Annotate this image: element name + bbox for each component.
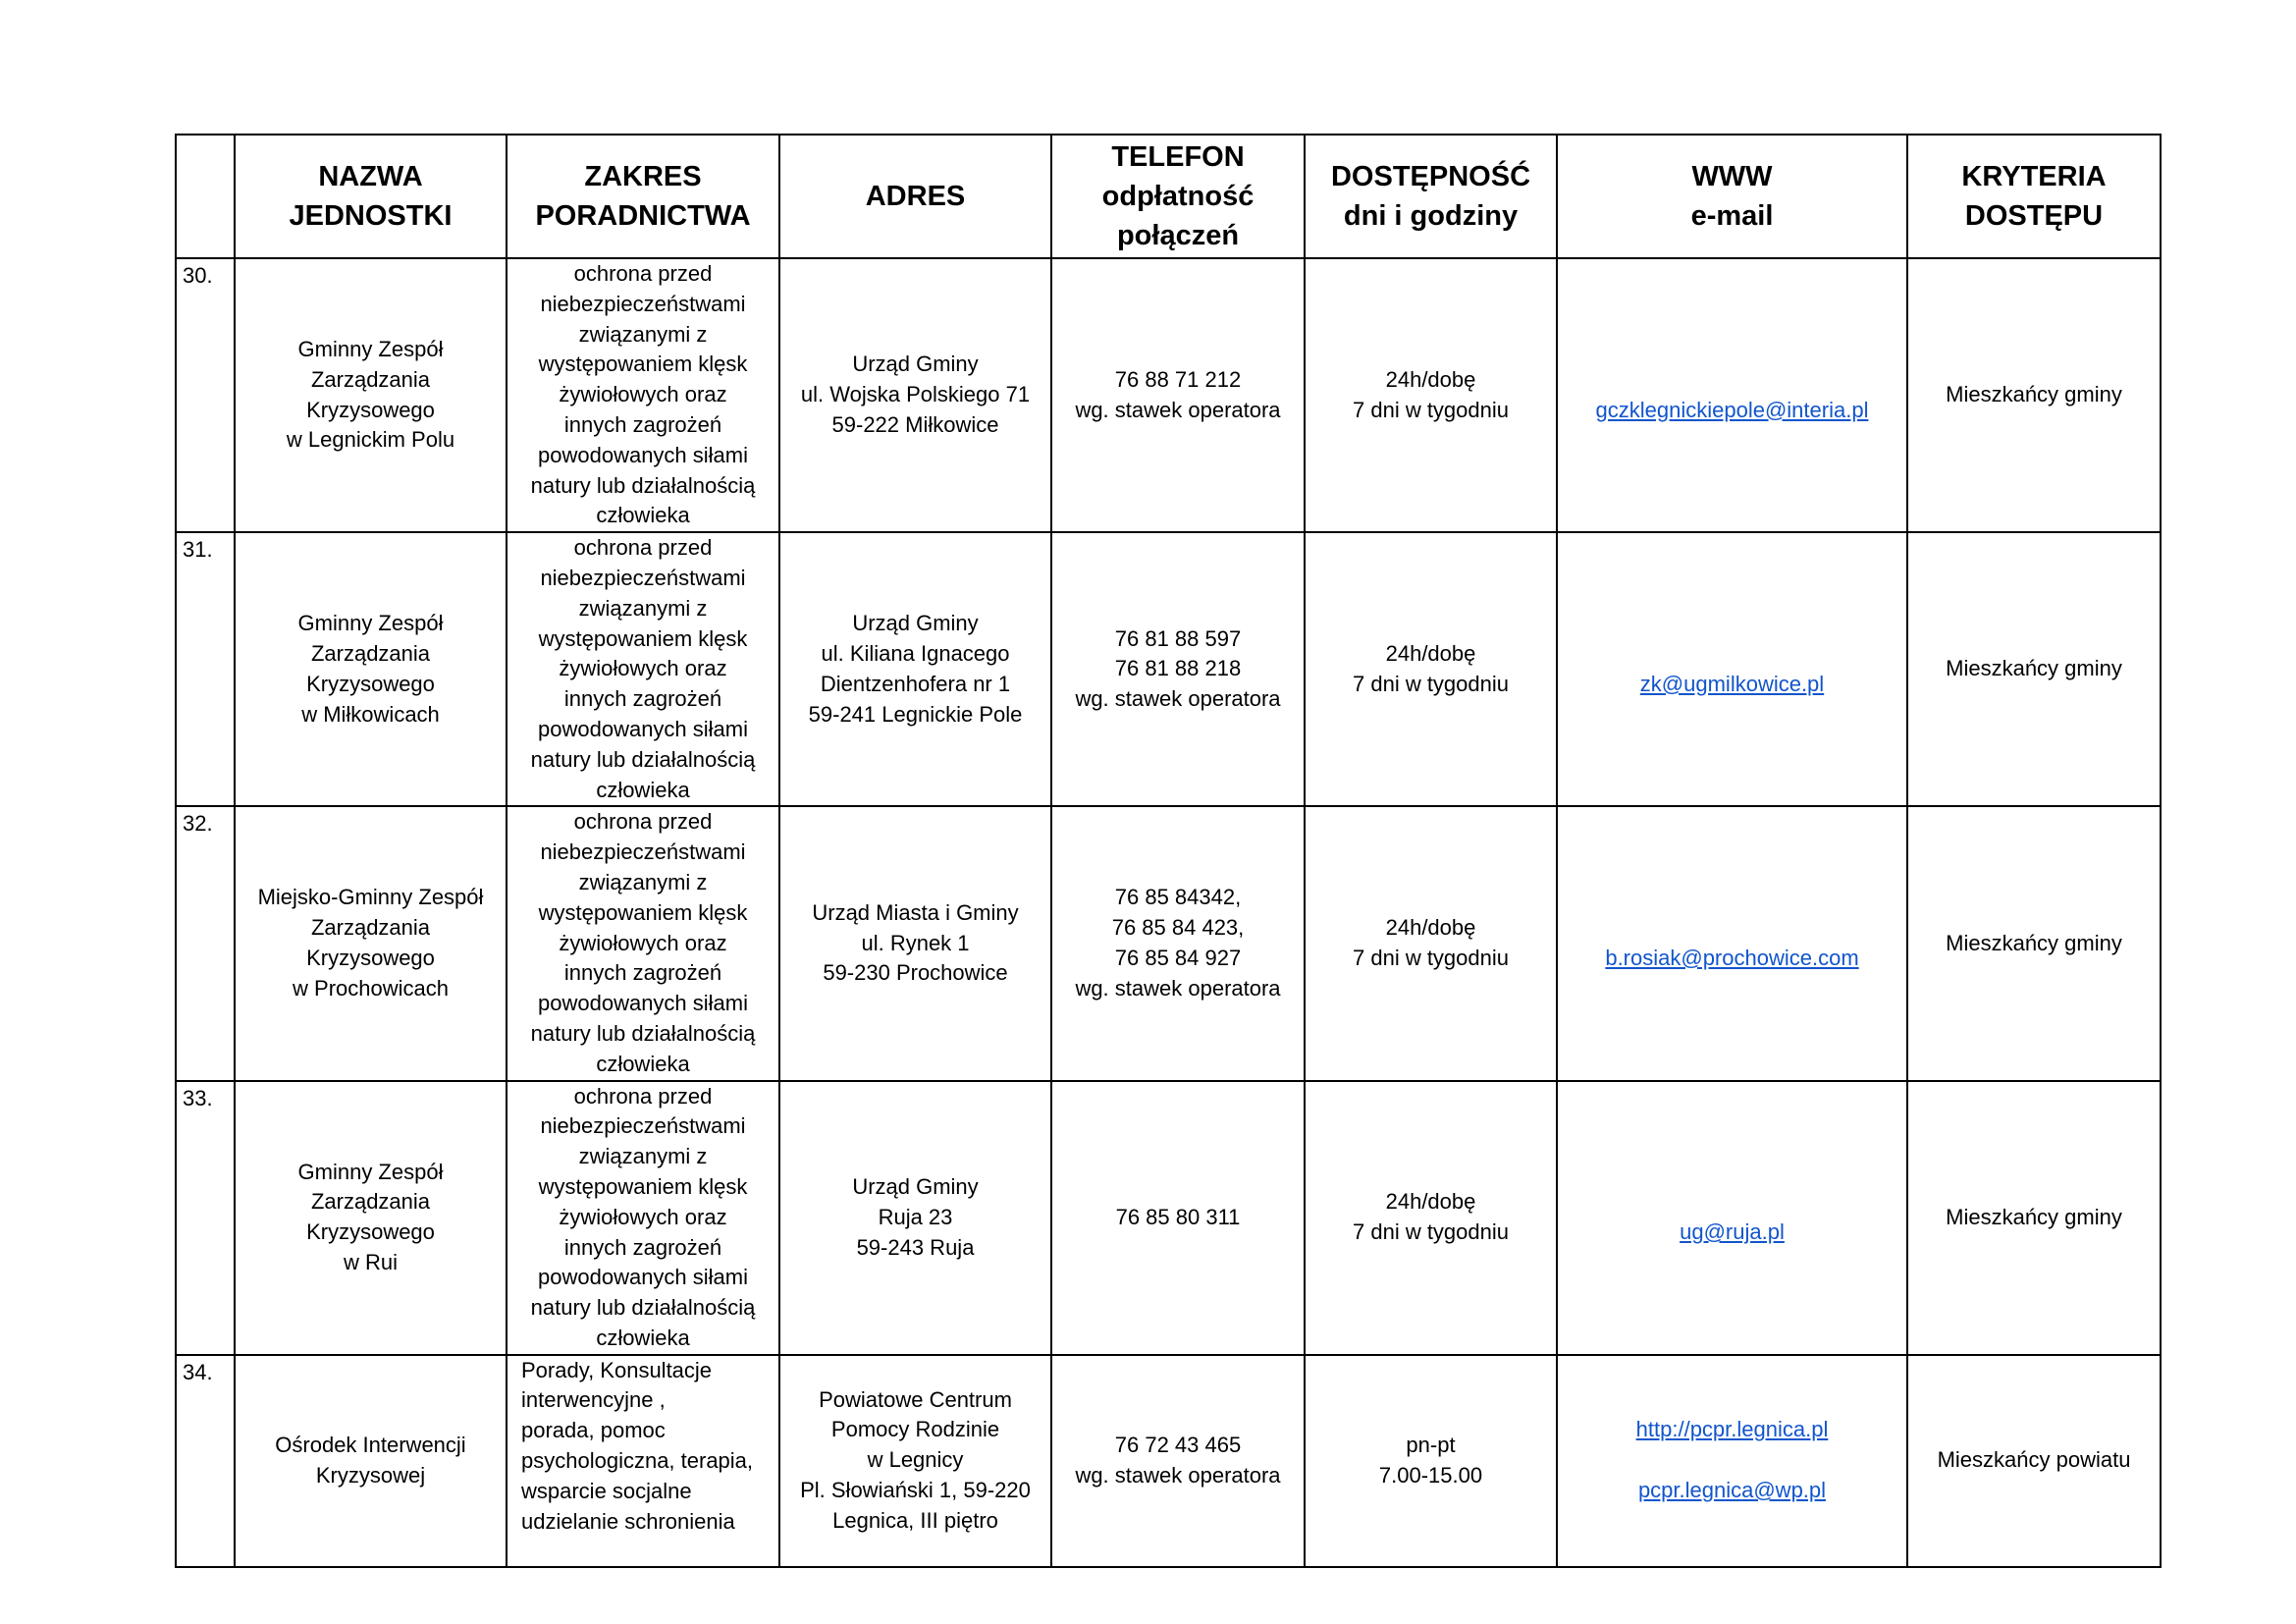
availability: 24h/dobę 7 dni w tygodniu xyxy=(1305,258,1557,532)
table-row xyxy=(176,532,2161,806)
phone: 76 72 43 465 wg. stawek operatora xyxy=(1051,1355,1305,1567)
phone: 76 85 84342, 76 85 84 423, 76 85 84 927 wg. stawek operatora xyxy=(1051,806,1305,1080)
header-www-email: WWW e-mail xyxy=(1557,135,1907,258)
unit-name: Gminny Zespół Zarządzania Kryzysowego w Legnickim Polu xyxy=(235,258,507,532)
phone: 76 88 71 212 wg. stawek operatora xyxy=(1051,258,1305,532)
email-link[interactable]: pcpr.legnica@wp.pl xyxy=(1637,1478,1827,1503)
row-number: 33. xyxy=(176,1081,235,1355)
access-criteria: Mieszkańcy gminy xyxy=(1907,258,2161,532)
counseling-scope: ochrona przed niebezpieczeństwami związanymi z występowaniem klęsk żywiołowych oraz innych zagrożeń powodowanych siłami natury lub działalnością człowieka xyxy=(507,806,779,1080)
crisis-units-table xyxy=(175,134,2162,1568)
row-number: 30. xyxy=(176,258,235,532)
address: Urząd Gminy Ruja 23 59-243 Ruja xyxy=(779,1081,1051,1355)
phone: 76 81 88 597 76 81 88 218 wg. stawek operatora xyxy=(1051,532,1305,806)
table-row xyxy=(176,1081,2161,1355)
contact-cell xyxy=(1557,1081,1907,1355)
address: Urząd Gminy ul. Kiliana Ignacego Dientzenhofera nr 1 59-241 Legnickie Pole xyxy=(779,532,1051,806)
row-number: 31. xyxy=(176,532,235,806)
email-link[interactable]: gczklegnickiepole@interia.pl xyxy=(1595,397,1869,422)
unit-name: Ośrodek Interwencji Kryzysowej xyxy=(235,1355,507,1567)
contact-cell xyxy=(1557,1355,1907,1567)
address: Urząd Miasta i Gminy ul. Rynek 1 59-230 Prochowice xyxy=(779,806,1051,1080)
availability: 24h/dobę 7 dni w tygodniu xyxy=(1305,806,1557,1080)
header-number xyxy=(176,135,235,258)
table-row xyxy=(176,1355,2161,1567)
header-access-criteria: KRYTERIA DOSTĘPU xyxy=(1907,135,2161,258)
table-row xyxy=(176,258,2161,532)
header-counseling-scope: ZAKRES PORADNICTWA xyxy=(507,135,779,258)
counseling-scope: Porady, Konsultacje interwencyjne , porada, pomoc psychologiczna, terapia, wsparcie socjalne udzielanie schronienia xyxy=(507,1355,779,1567)
header-address: ADRES xyxy=(779,135,1051,258)
counseling-scope: ochrona przed niebezpieczeństwami związanymi z występowaniem klęsk żywiołowych oraz innych zagrożeń powodowanych siłami natury lub działalnością człowieka xyxy=(507,532,779,806)
availability: 24h/dobę 7 dni w tygodniu xyxy=(1305,532,1557,806)
header-phone: TELEFON odpłatność połączeń xyxy=(1051,135,1305,258)
access-criteria: Mieszkańcy powiatu xyxy=(1907,1355,2161,1567)
availability: pn-pt 7.00-15.00 xyxy=(1305,1355,1557,1567)
table-row xyxy=(176,806,2161,1080)
table-header-row xyxy=(176,135,2161,258)
availability: 24h/dobę 7 dni w tygodniu xyxy=(1305,1081,1557,1355)
email-link[interactable]: ug@ruja.pl xyxy=(1680,1219,1785,1245)
access-criteria: Mieszkańcy gminy xyxy=(1907,532,2161,806)
row-number: 34. xyxy=(176,1355,235,1567)
contact-cell xyxy=(1557,258,1907,532)
unit-name: Gminny Zespół Zarządzania Kryzysowego w Miłkowicach xyxy=(235,532,507,806)
phone: 76 85 80 311 xyxy=(1051,1081,1305,1355)
website-link[interactable]: http://pcpr.legnica.pl xyxy=(1635,1417,1829,1442)
contact-cell xyxy=(1557,532,1907,806)
contact-cell xyxy=(1557,806,1907,1080)
unit-name: Miejsko-Gminny Zespół Zarządzania Kryzysowego w Prochowicach xyxy=(235,806,507,1080)
address: Powiatowe Centrum Pomocy Rodzinie w Legnicy Pl. Słowiański 1, 59-220 Legnica, III piętro xyxy=(779,1355,1051,1567)
unit-name: Gminny Zespół Zarządzania Kryzysowego w Rui xyxy=(235,1081,507,1355)
address: Urząd Gminy ul. Wojska Polskiego 71 59-222 Miłkowice xyxy=(779,258,1051,532)
access-criteria: Mieszkańcy gminy xyxy=(1907,1081,2161,1355)
counseling-scope: ochrona przed niebezpieczeństwami związanymi z występowaniem klęsk żywiołowych oraz innych zagrożeń powodowanych siłami natury lub działalnością człowieka xyxy=(507,1081,779,1355)
header-availability: DOSTĘPNOŚĆ dni i godziny xyxy=(1305,135,1557,258)
email-link[interactable]: b.rosiak@prochowice.com xyxy=(1605,945,1859,970)
email-link[interactable]: zk@ugmilkowice.pl xyxy=(1639,671,1825,696)
access-criteria: Mieszkańcy gminy xyxy=(1907,806,2161,1080)
row-number: 32. xyxy=(176,806,235,1080)
counseling-scope: ochrona przed niebezpieczeństwami związanymi z występowaniem klęsk żywiołowych oraz innych zagrożeń powodowanych siłami natury lub działalnością człowieka xyxy=(507,258,779,532)
header-unit-name: NAZWA JEDNOSTKI xyxy=(235,135,507,258)
